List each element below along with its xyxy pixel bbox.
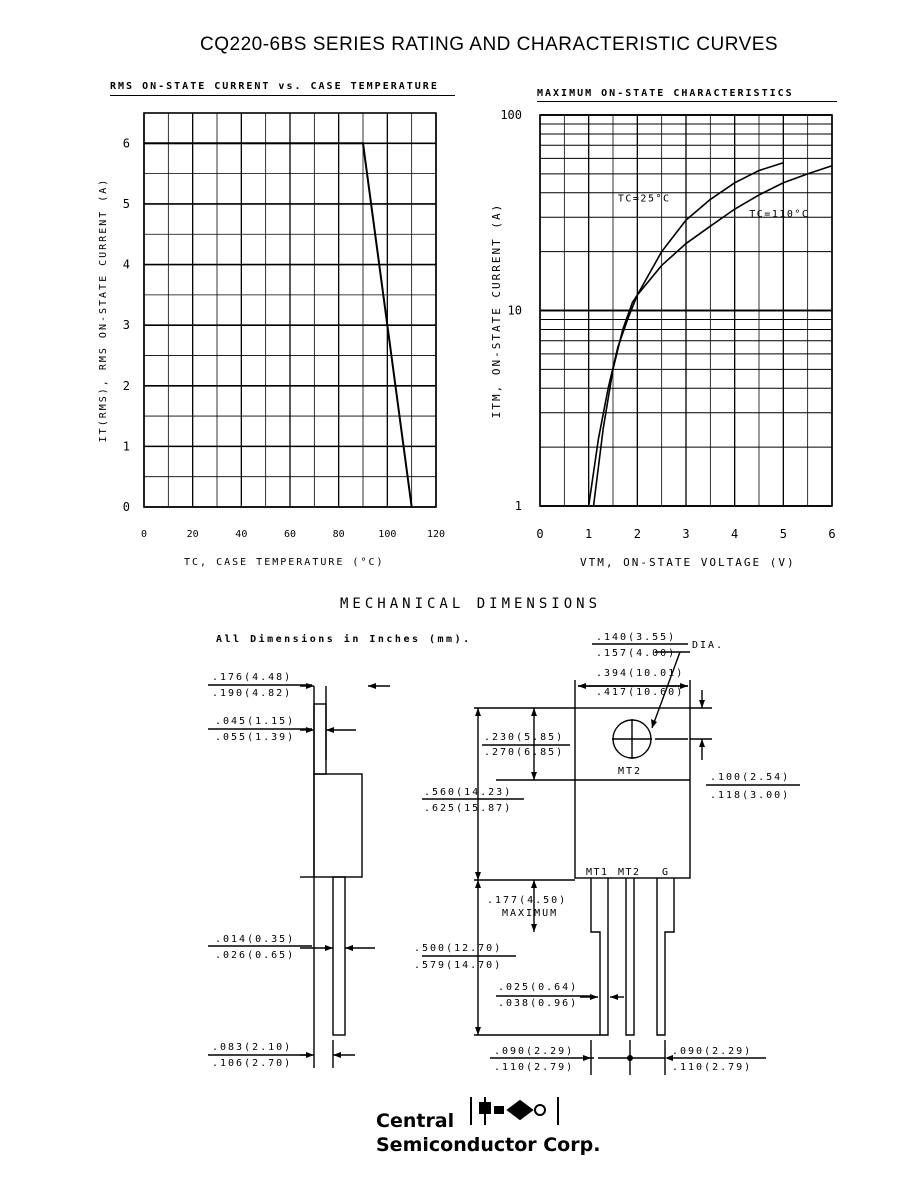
chart1-title: RMS ON-STATE CURRENT vs. CASE TEMPERATURE xyxy=(110,81,439,92)
x-tick-label: 80 xyxy=(332,529,345,540)
y-tick-label: 0 xyxy=(122,500,130,514)
x-axis-label: TC, CASE TEMPERATURE (°C) xyxy=(184,557,385,568)
front-lead-mt1 xyxy=(591,878,608,1035)
x-tick-label: 120 xyxy=(426,529,446,540)
x-tick-label: 60 xyxy=(283,529,297,540)
dim-tab-min: .045(1.15) xyxy=(215,716,296,727)
page-title: CQ220-6BS SERIES RATING AND CHARACTERISTIC CURVES xyxy=(200,34,779,55)
dim-lead-length-min: .500(12.70) xyxy=(414,943,503,954)
x-tick-label: 5 xyxy=(779,527,787,541)
dim-body-height-max: .625(15.87) xyxy=(424,803,513,814)
x-tick-label: 20 xyxy=(186,529,199,540)
pin-label-mt1: MT1 xyxy=(586,867,609,878)
x-tick-label: 100 xyxy=(378,529,397,540)
y-tick-label: 3 xyxy=(122,318,130,333)
side-view-body xyxy=(314,774,362,877)
x-tick-label: 0 xyxy=(536,527,544,541)
y-tick-label: 5 xyxy=(122,196,130,211)
dim-hole-min: .140(3.55) xyxy=(596,632,677,643)
chart2-title: MAXIMUM ON-STATE CHARACTERISTICS xyxy=(537,88,794,99)
dim-body-height-min: .560(14.23) xyxy=(424,787,513,798)
pin-label-mt2-tab: MT2 xyxy=(618,766,643,777)
x-tick-label: 1 xyxy=(585,527,593,541)
series-label-25c: TC=25°C xyxy=(617,193,671,205)
y-tick-label: 100 xyxy=(500,108,522,122)
dim-tab-max: .055(1.39) xyxy=(215,732,296,743)
x-tick-label: 6 xyxy=(828,527,836,541)
dim-tab-height-min: .230(5.85) xyxy=(484,732,565,743)
side-view-tab xyxy=(314,704,326,774)
pin-label-g: G xyxy=(662,867,669,878)
y-tick-label: 1 xyxy=(122,439,130,454)
series-label-110c: TC=110°C xyxy=(749,209,810,221)
front-lead-g xyxy=(657,878,674,1035)
dim-hole-max: .157(4.00) xyxy=(596,648,677,659)
dim-width-max: .417(10.60) xyxy=(596,687,685,698)
dim-dia-label: DIA. xyxy=(692,640,725,651)
logo-line2: Semiconductor Corp. xyxy=(376,1134,601,1156)
x-tick-label: 4 xyxy=(731,527,739,541)
dim-lead-offset-min: .083(2.10) xyxy=(212,1042,293,1053)
y-axis-label: ITM, ON-STATE CURRENT (A) xyxy=(490,202,503,419)
dim-pitch-right-min: .090(2.29) xyxy=(672,1046,753,1057)
dim-tab-thickness-min: .176(4.48) xyxy=(212,672,293,683)
dim-tab-thickness-max: .190(4.82) xyxy=(212,688,293,699)
dim-lead-offset-max: .106(2.70) xyxy=(212,1058,293,1069)
dim-lead-thk-max: .026(0.65) xyxy=(215,950,296,961)
dim-pitch-left-max: .110(2.79) xyxy=(494,1062,575,1073)
x-tick-label: 3 xyxy=(682,527,690,541)
dim-width-min: .394(10.01) xyxy=(596,668,685,679)
dim-maximum-label: MAXIMUM xyxy=(502,908,559,919)
logo-line1: Central xyxy=(376,1110,455,1132)
x-axis-label: VTM, ON-STATE VOLTAGE (V) xyxy=(580,556,796,569)
x-tick-label: 0 xyxy=(140,529,148,540)
x-tick-label: 2 xyxy=(633,527,641,541)
dim-tab-height-max: .270(6.85) xyxy=(484,747,565,758)
y-tick-label: 6 xyxy=(122,136,130,151)
dim-pitch-right-max: .110(2.79) xyxy=(672,1062,753,1073)
side-view-lead xyxy=(333,877,345,1035)
dim-lead-thk-min: .014(0.35) xyxy=(215,934,296,945)
mechanical-heading: MECHANICAL DIMENSIONS xyxy=(340,596,602,612)
pin-label-mt2: MT2 xyxy=(618,867,641,878)
y-tick-label: 10 xyxy=(507,303,522,318)
dim-lead-bend: .177(4.50) xyxy=(487,895,568,906)
logo-symbol xyxy=(468,1095,568,1131)
front-lead-mt2 xyxy=(626,878,634,1035)
dim-lead-width-max: .038(0.96) xyxy=(498,998,579,1009)
y-axis-label: IT(RMS), RMS ON-STATE CURRENT (A) xyxy=(98,177,109,443)
dim-lead-length-max: .579(14.70) xyxy=(414,960,503,971)
dim-lead-width-min: .025(0.64) xyxy=(498,982,579,993)
y-tick-label: 2 xyxy=(122,378,130,393)
y-tick-label: 4 xyxy=(122,257,130,272)
dim-pitch-left-min: .090(2.29) xyxy=(494,1046,575,1057)
dimensions-note: All Dimensions in Inches (mm). xyxy=(216,634,472,645)
dim-hole-pos-min: .100(2.54) xyxy=(710,772,791,783)
x-tick-label: 40 xyxy=(235,529,248,540)
dim-hole-pos-max: .118(3.00) xyxy=(710,790,791,801)
y-tick-label: 1 xyxy=(514,499,522,513)
